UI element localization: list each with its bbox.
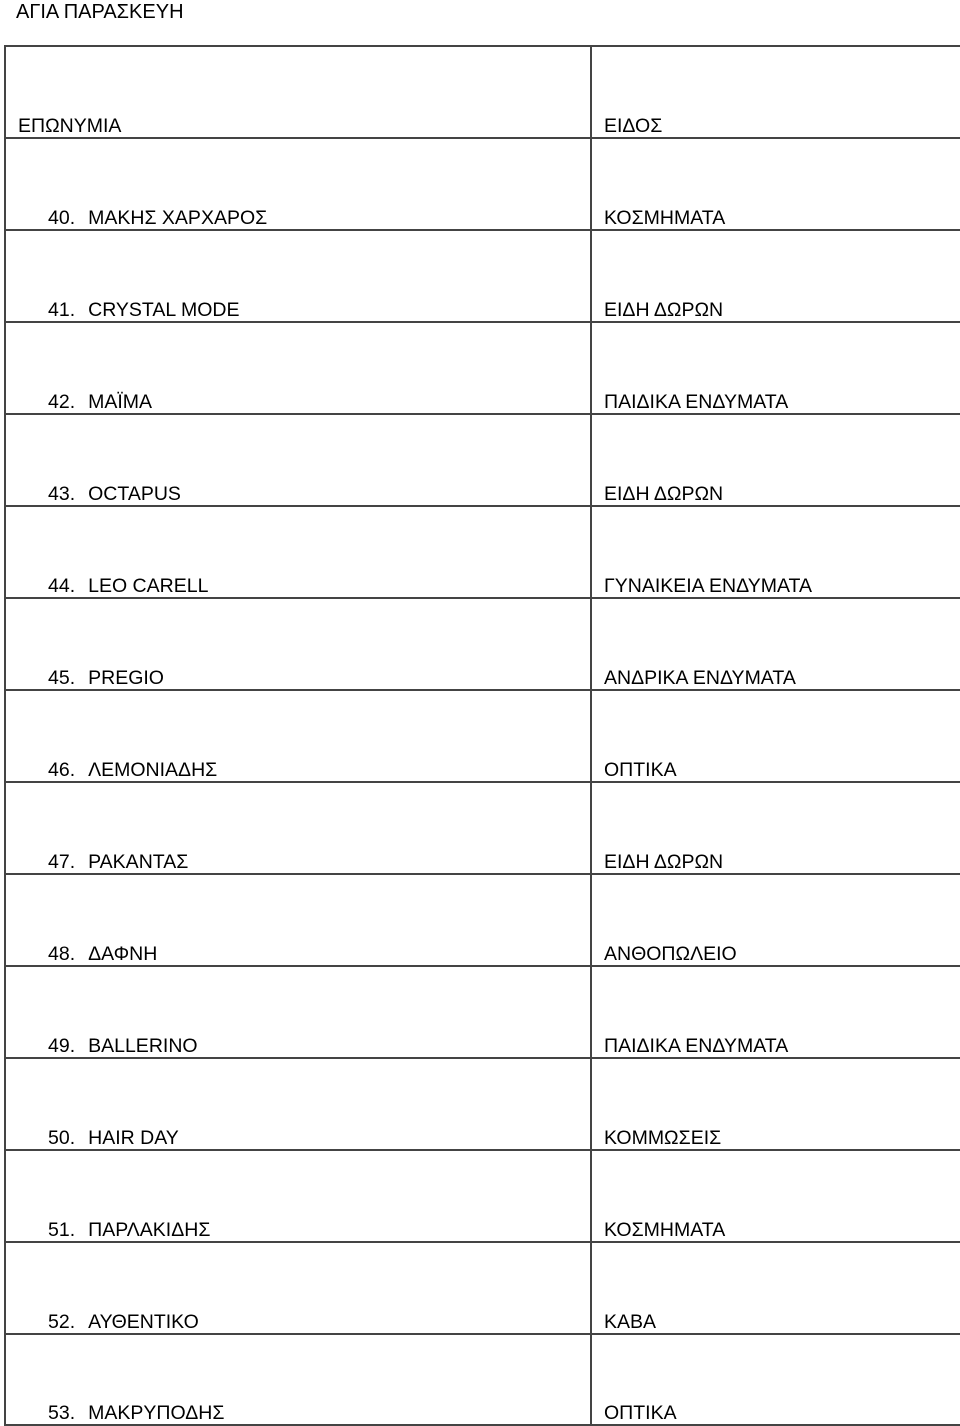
shop-type: ΕΙΔΗ ΔΩΡΩΝ — [604, 483, 724, 505]
shop-type: ΑΝΔΡΙΚΑ ΕΝΔΥΜΑΤΑ — [604, 667, 796, 689]
name-cell-content — [18, 576, 590, 597]
row-number: 46. — [48, 759, 76, 781]
shop-name: ΛΕΜΟΝΙΑΔΗΣ — [88, 759, 218, 781]
shop-type: ΚΟΜΜΩΣΕΙΣ — [604, 1127, 722, 1149]
page-title: ΑΓΙΑ ΠΑΡΑΣΚΕΥΗ — [16, 1, 184, 23]
header-cell-type — [591, 46, 960, 138]
name-cell — [5, 1334, 591, 1425]
type-cell — [591, 1242, 960, 1334]
shop-name: PREGIO — [88, 667, 164, 689]
table-row — [5, 230, 960, 322]
shop-type: ΕΙΔΗ ΔΩΡΩΝ — [604, 851, 724, 873]
type-cell — [591, 230, 960, 322]
row-number: 45. — [48, 667, 76, 689]
name-cell-content — [18, 1128, 590, 1149]
row-number: 51. — [48, 1219, 76, 1241]
name-cell — [5, 966, 591, 1058]
name-cell — [5, 1150, 591, 1242]
shop-name: ΠΑΡΛΑΚΙΔΗΣ — [88, 1219, 211, 1241]
row-number: 49. — [48, 1035, 76, 1057]
table-row — [5, 598, 960, 690]
name-cell-content — [18, 944, 590, 965]
type-cell — [591, 506, 960, 598]
type-cell — [591, 322, 960, 414]
type-cell — [591, 782, 960, 874]
table-row — [5, 966, 960, 1058]
name-cell — [5, 138, 591, 230]
shop-type: ΟΠΤΙΚΑ — [604, 1402, 677, 1424]
shop-name: ΜΑΚΗΣ ΧΑΡΧΑΡΟΣ — [88, 207, 268, 229]
type-cell — [591, 966, 960, 1058]
shop-type: ΑΝΘΟΠΩΛΕΙΟ — [604, 943, 737, 965]
name-cell-content — [18, 1036, 590, 1057]
row-number: 52. — [48, 1311, 76, 1333]
shop-type: ΓΥΝΑΙΚΕΙΑ ΕΝΔΥΜΑΤΑ — [604, 575, 812, 597]
name-cell-content — [18, 668, 590, 689]
name-cell — [5, 230, 591, 322]
table-row — [5, 138, 960, 230]
name-cell — [5, 1242, 591, 1334]
table-header-row — [5, 46, 960, 138]
table-row — [5, 414, 960, 506]
shop-name: LEO CARELL — [88, 575, 209, 597]
table-row — [5, 1334, 960, 1425]
shop-type: ΚΟΣΜΗΜΑΤΑ — [604, 207, 726, 229]
table-row — [5, 506, 960, 598]
name-cell-content — [18, 760, 590, 781]
header-type-label: ΕΙΔΟΣ — [604, 115, 663, 137]
name-cell — [5, 874, 591, 966]
shop-type: ΕΙΔΗ ΔΩΡΩΝ — [604, 299, 724, 321]
row-number: 40. — [48, 207, 76, 229]
shop-name: OCTAPUS — [88, 483, 181, 505]
shop-type: ΚΟΣΜΗΜΑΤΑ — [604, 1219, 726, 1241]
shop-type: ΚΑΒΑ — [604, 1311, 657, 1333]
table-row — [5, 782, 960, 874]
table-row — [5, 1058, 960, 1150]
type-cell — [591, 598, 960, 690]
name-cell — [5, 322, 591, 414]
row-number: 42. — [48, 391, 76, 413]
name-cell — [5, 598, 591, 690]
shop-name: ΜΑΚΡΥΠΟΔΗΣ — [88, 1402, 225, 1424]
table-row — [5, 1242, 960, 1334]
row-number: 41. — [48, 299, 76, 321]
type-cell — [591, 138, 960, 230]
row-number: 44. — [48, 575, 76, 597]
row-number: 53. — [48, 1402, 76, 1424]
name-cell-content — [18, 392, 590, 413]
type-cell — [591, 1334, 960, 1425]
name-cell — [5, 506, 591, 598]
shop-name: ΔΑΦΝΗ — [88, 943, 158, 965]
shop-name: ΜΑΪΜΑ — [88, 391, 153, 413]
shops-table-body — [5, 46, 960, 1425]
shop-type: ΠΑΙΔΙΚΑ ΕΝΔΥΜΑΤΑ — [604, 391, 789, 413]
shop-name: HAIR DAY — [88, 1127, 179, 1149]
shop-name: ΑΥΘΕΝΤΙΚΟ — [88, 1311, 199, 1333]
type-cell — [591, 414, 960, 506]
name-cell-content — [18, 484, 590, 505]
name-cell-content — [18, 852, 590, 873]
name-cell — [5, 1058, 591, 1150]
shop-name: ΡΑΚΑΝΤΑΣ — [88, 851, 189, 873]
shop-type: ΟΠΤΙΚΑ — [604, 759, 677, 781]
name-cell — [5, 782, 591, 874]
name-cell-content — [18, 208, 590, 229]
header-name-label: ΕΠΩΝΥΜΙΑ — [18, 115, 122, 137]
table-row — [5, 1150, 960, 1242]
row-number: 50. — [48, 1127, 76, 1149]
shops-table — [4, 45, 960, 1426]
name-cell-content — [18, 1220, 590, 1241]
row-number: 48. — [48, 943, 76, 965]
shop-name: BALLERINO — [88, 1035, 198, 1057]
table-row — [5, 874, 960, 966]
table-row — [5, 322, 960, 414]
row-number: 47. — [48, 851, 76, 873]
name-cell — [5, 690, 591, 782]
row-number: 43. — [48, 483, 76, 505]
type-cell — [591, 1058, 960, 1150]
type-cell — [591, 690, 960, 782]
shop-name: CRYSTAL MODE — [88, 299, 240, 321]
name-cell-content — [18, 1403, 590, 1424]
shop-type: ΠΑΙΔΙΚΑ ΕΝΔΥΜΑΤΑ — [604, 1035, 789, 1057]
name-cell-content — [18, 300, 590, 321]
name-cell-content — [18, 1312, 590, 1333]
type-cell — [591, 874, 960, 966]
header-cell-name — [5, 46, 591, 138]
table-row — [5, 690, 960, 782]
type-cell — [591, 1150, 960, 1242]
name-cell — [5, 414, 591, 506]
